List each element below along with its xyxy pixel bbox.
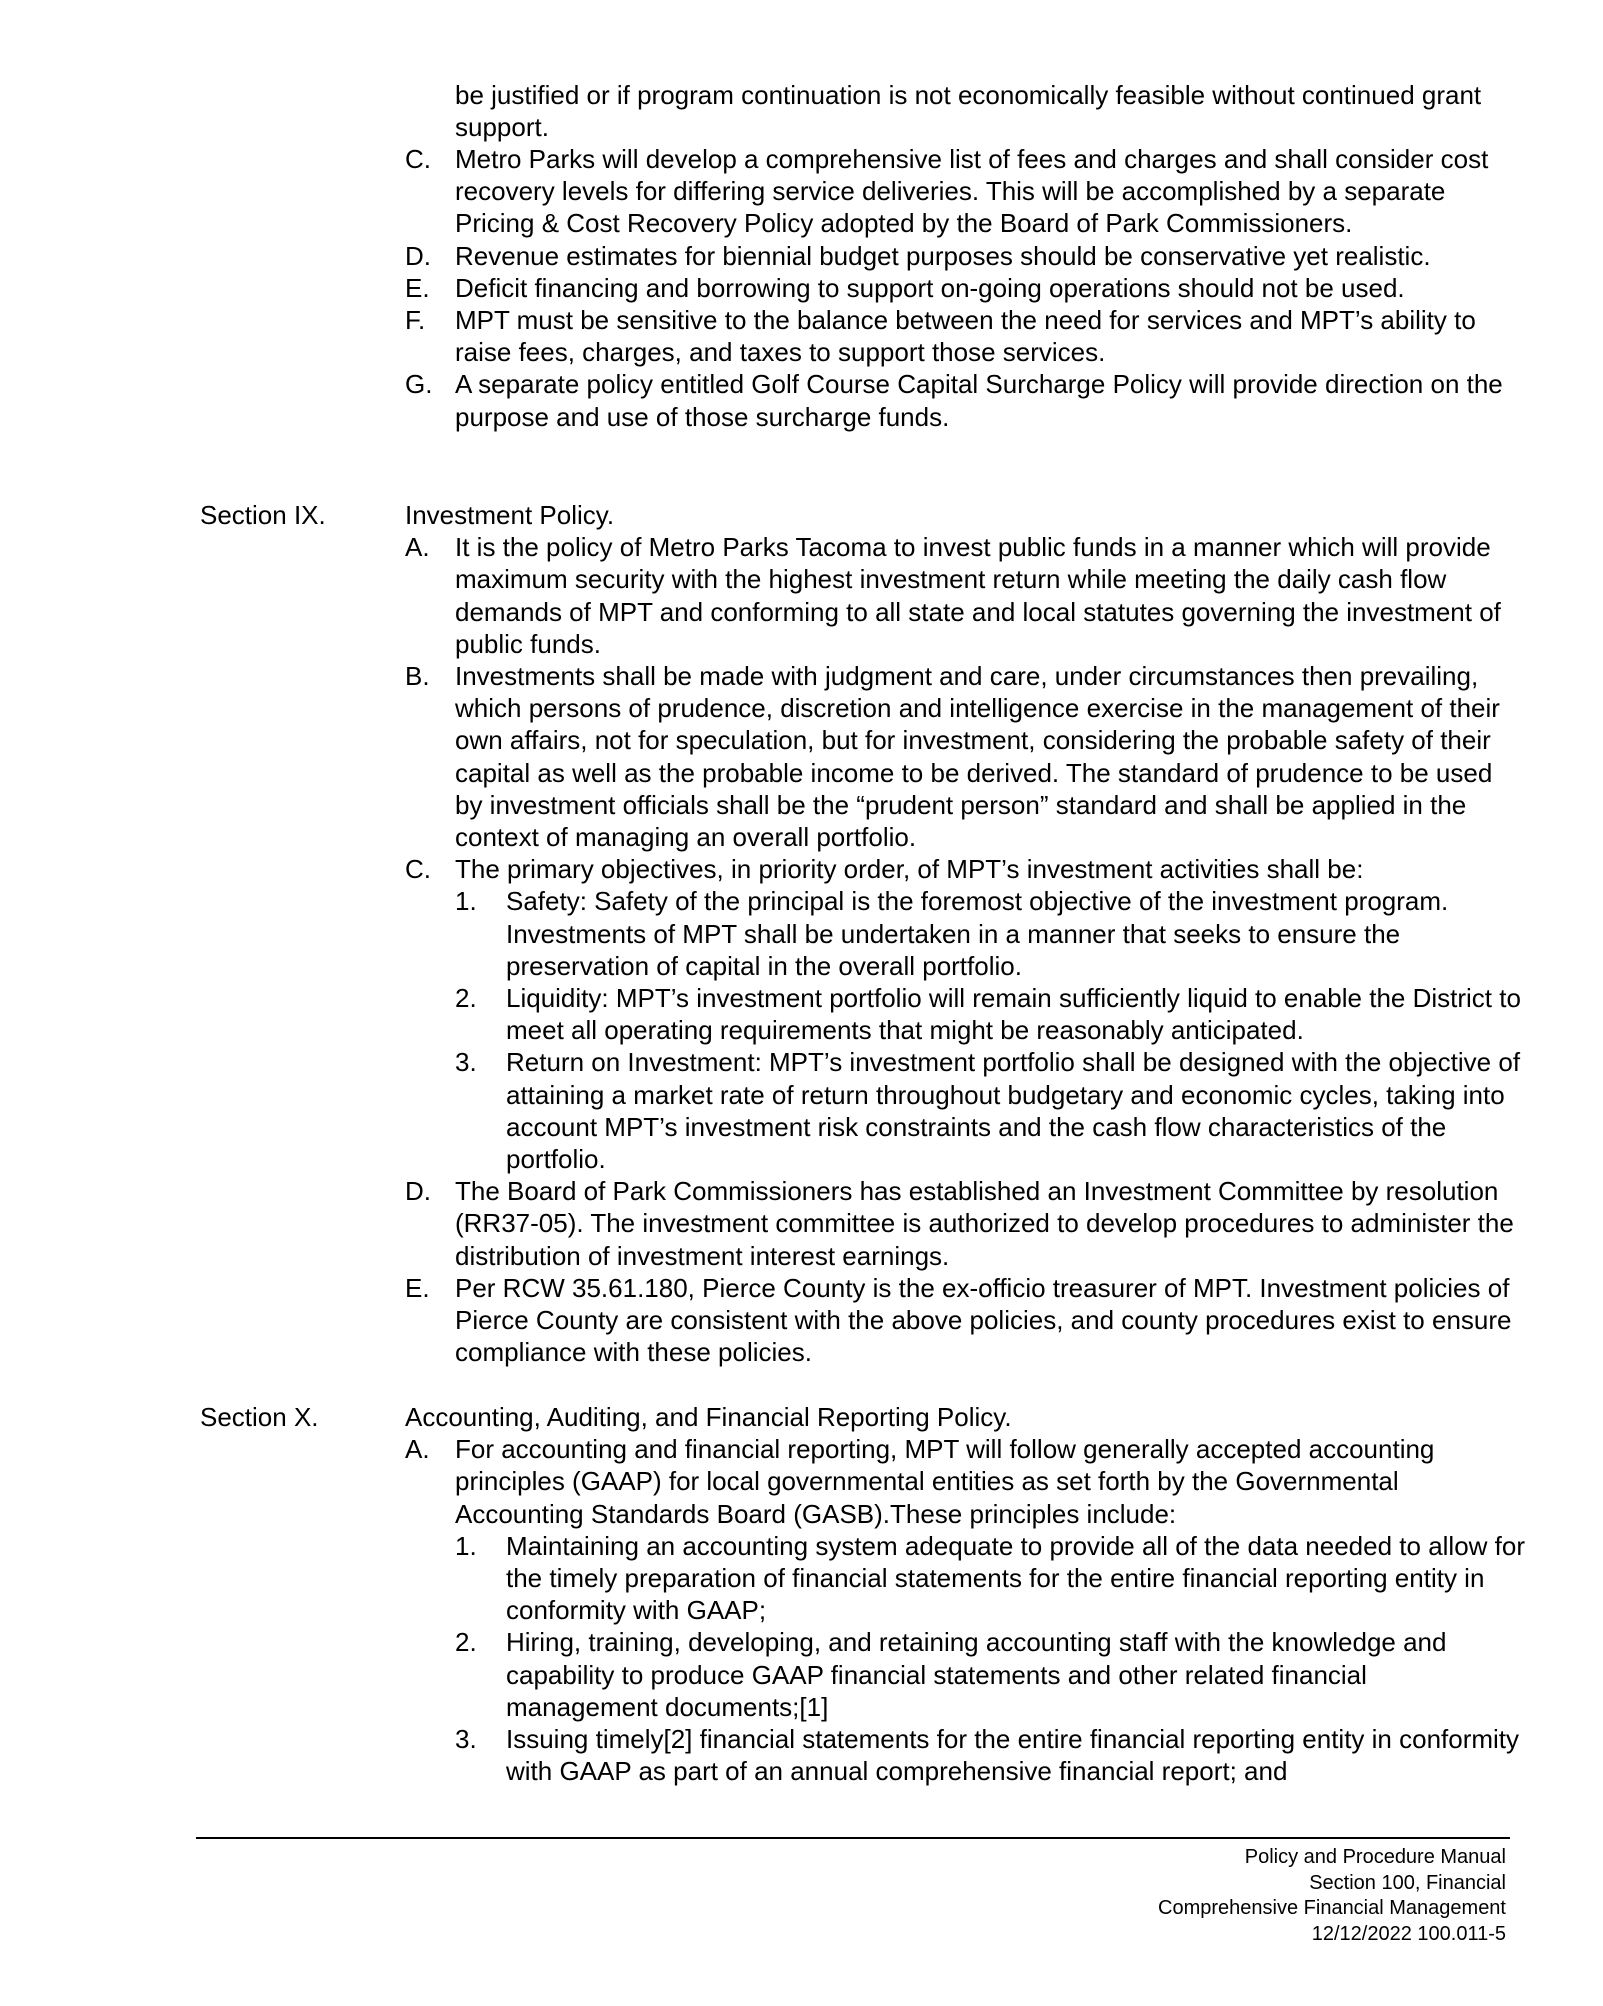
- item-text: The primary objectives, in priority order, of MPT’s investment activities shall be:: [455, 854, 1364, 885]
- item-label: D.: [405, 240, 431, 271]
- item-text: Investments shall be made with judgment and care, under circumstances then prevailing, which persons of prudence, discretion and intelligence exercise in the management of their own affairs, not for speculation, but for investment, considering the probable safety of their capital as well as the probable income to be derived. The standard of prudence to be used by investment officials shall be the “prudent person” standard and shall be applied in the context of managing an overall portfolio.: [455, 661, 1500, 853]
- subitem-text: Return on Investment: MPT’s investment portfolio shall be designed with the objective of attaining a market rate of return throughout budgetary and economic cycles, taking into account MPT’s investment risk constraints and the cash flow characteristics of the portfolio.: [506, 1047, 1521, 1175]
- list-item: [405, 240, 1525, 272]
- footer-section: Section 100, Financial: [1309, 1871, 1506, 1894]
- list-item: [455, 1626, 1525, 1723]
- section-ix-label: Section IX.: [200, 500, 326, 530]
- item-label: A.: [405, 1434, 430, 1465]
- list-item: [405, 1175, 1525, 1272]
- subitem-text: Liquidity: MPT’s investment portfolio will remain sufficiently liquid to enable the District to meet all operating requirements that might be reasonably anticipated.: [506, 983, 1521, 1046]
- list-item: [455, 1723, 1525, 1787]
- item-label: G.: [405, 369, 433, 400]
- section-x: [405, 1401, 1525, 1787]
- section-x-title: Accounting, Auditing, and Financial Reporting Policy.: [405, 1402, 1012, 1432]
- list-item: [455, 982, 1525, 1046]
- top-continuation: [455, 79, 1525, 143]
- item-label: C.: [405, 854, 431, 885]
- item-text: Deficit financing and borrowing to support on-going operations should not be used.: [455, 272, 1405, 303]
- subitem-text: Hiring, training, developing, and retaining accounting staff with the knowledge and capability to produce GAAP financial statements and other related financial management documents;[1]: [506, 1627, 1447, 1722]
- item-label: B.: [405, 661, 430, 692]
- list-item: [405, 1433, 1525, 1530]
- item-text: Revenue estimates for biennial budget purposes should be conservative yet realistic.: [455, 240, 1431, 271]
- item-text: For accounting and financial reporting, MPT will follow generally accepted accounting principles (GAAP) for local governmental entities as set forth by the Governmental Accounting Standards Board (GASB).These principles include:: [455, 1434, 1435, 1529]
- list-item: [405, 368, 1525, 432]
- subitem-label: 2.: [455, 1627, 477, 1658]
- subitem-label: 3.: [455, 1724, 477, 1755]
- footer-divider: [196, 1837, 1510, 1839]
- item-label: F.: [405, 305, 426, 336]
- item-text: Per RCW 35.61.180, Pierce County is the ex-officio treasurer of MPT. Investment policies of Pierce County are consistent with the above policies, and county procedures exist to ensure compliance with these policies.: [455, 1272, 1512, 1368]
- list-item: [455, 885, 1525, 982]
- item-label: E.: [405, 1272, 430, 1303]
- item-text: A separate policy entitled Golf Course Capital Surcharge Policy will provide direction on the purpose and use of those surcharge funds.: [455, 369, 1503, 432]
- item-text: The Board of Park Commissioners has established an Investment Committee by resolution (RR37-05). The investment committee is authorized to develop procedures to administer the distribution of investment interest earnings.: [455, 1176, 1514, 1271]
- subitem-label: 1.: [455, 1530, 477, 1561]
- list-item: [455, 1530, 1525, 1627]
- list-item: [455, 1046, 1525, 1175]
- page-footer: [1158, 1845, 1506, 1947]
- subitem-label: 2.: [455, 983, 477, 1014]
- item-text: MPT must be sensitive to the balance between the need for services and MPT’s ability to raise fees, charges, and taxes to support those services.: [455, 305, 1476, 368]
- top-items: [405, 143, 1525, 433]
- subitem-label: 1.: [455, 886, 477, 917]
- list-item: [405, 531, 1525, 660]
- list-item: [405, 1272, 1525, 1369]
- subitem-text: Safety: Safety of the principal is the foremost objective of the investment program. Investments of MPT shall be undertaken in a manner that seeks to ensure the preservation of capital in the overall portfolio.: [506, 886, 1449, 981]
- list-item: [405, 143, 1525, 240]
- item-label: E.: [405, 272, 430, 303]
- item-label: A.: [405, 532, 430, 563]
- subitem-label: 3.: [455, 1047, 477, 1078]
- footer-policy-name: Comprehensive Financial Management: [1158, 1897, 1506, 1919]
- item-text: Metro Parks will develop a comprehensive list of fees and charges and shall consider cost recovery levels for differing service deliveries. This will be accomplished by a separate Pricing & Cost Recovery Policy adopted by the Board of Park Commissioners.: [455, 144, 1489, 239]
- item-text: It is the policy of Metro Parks Tacoma to invest public funds in a manner which will provide maximum security with the highest investment return while meeting the daily cash flow demands of MPT and conforming to all state and local statutes governing the investment of public funds.: [455, 532, 1501, 659]
- list-item: [405, 660, 1525, 853]
- section-ix: [405, 499, 1525, 1368]
- list-item: [405, 853, 1525, 885]
- item-b-continuation: be justified or if program continuation is not economically feasible without continued grant support.: [455, 80, 1482, 143]
- list-item: [405, 304, 1525, 368]
- subitem-text: Issuing timely[2] financial statements for the entire financial reporting entity in conformity with GAAP as part of an annual comprehensive financial report; and: [506, 1724, 1520, 1787]
- item-label: C.: [405, 144, 431, 174]
- list-item: [405, 272, 1525, 304]
- section-ix-title: Investment Policy.: [405, 500, 615, 530]
- subitem-text: Maintaining an accounting system adequate to provide all of the data needed to allow for the timely preparation of financial statements for the entire financial reporting entity in conformity with GAAP;: [506, 1530, 1526, 1626]
- footer-date-page: 12/12/2022 100.011-5: [1311, 1922, 1506, 1945]
- item-label: D.: [405, 1176, 431, 1207]
- footer-manual-title: Policy and Procedure Manual: [1244, 1846, 1506, 1868]
- section-x-label: Section X.: [200, 1402, 319, 1432]
